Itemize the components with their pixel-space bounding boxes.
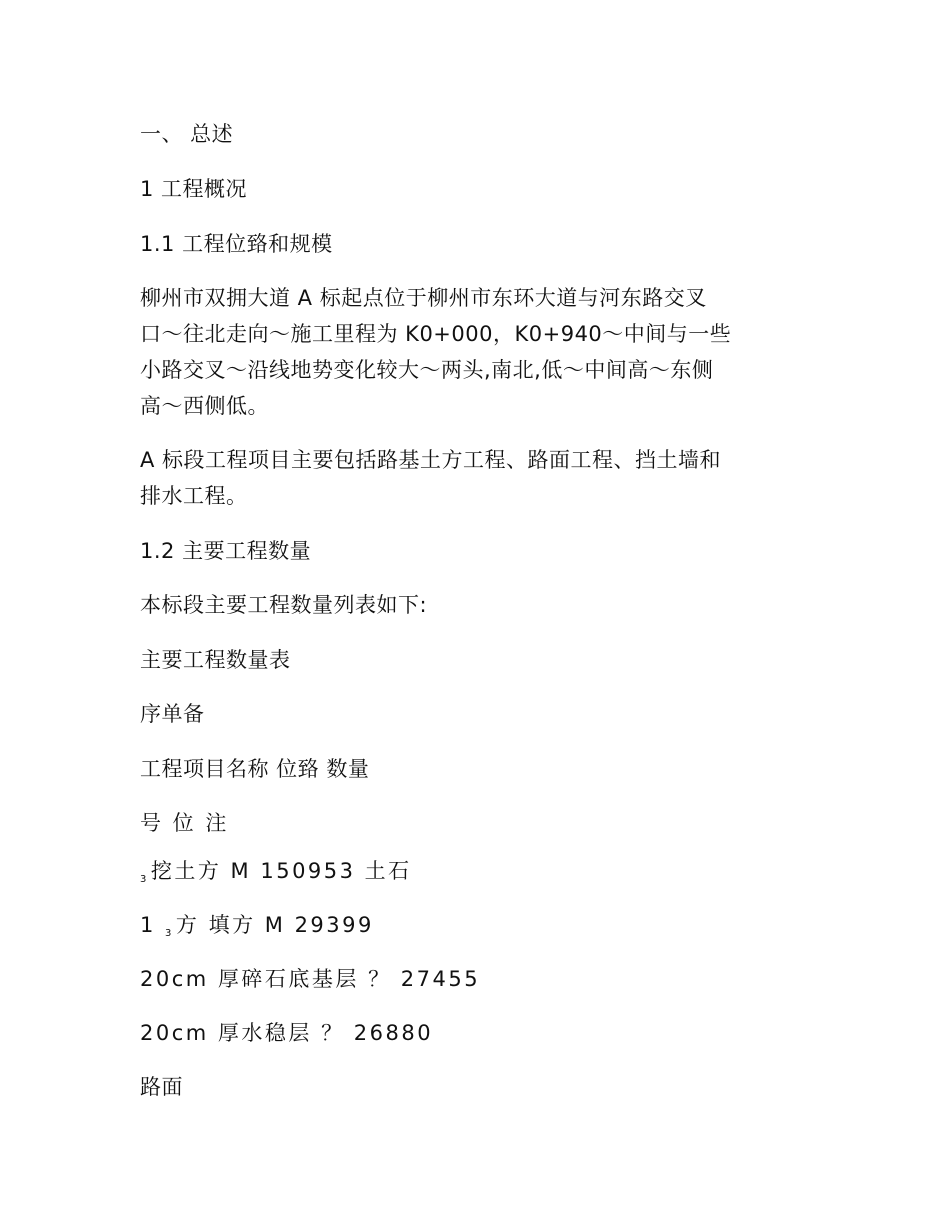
table-row-1 — [140, 853, 412, 898]
main-heading: 一、 总述 — [140, 122, 234, 146]
location-line-2: 口～往北走向～施工里程为 K0+000，K0+940～中间与一些 — [140, 322, 732, 346]
table-header-row-2: 工程项目名称 位臵 数量 — [140, 757, 370, 781]
location-paragraph — [140, 280, 805, 424]
row-2-text: 方 填方 M 29399 — [175, 913, 374, 937]
scope-paragraph — [140, 442, 805, 514]
table-row-4: 20cm 厚水稳层 ？ 26880 — [140, 1021, 434, 1045]
table-title: 主要工程数量表 — [140, 648, 291, 672]
section-heading-1-1: 1.1 工程位臵和规模 — [140, 232, 333, 256]
section-heading-1-2: 1.2 主要工程数量 — [140, 539, 312, 563]
row-1-superscript: 3 — [140, 874, 149, 885]
table-row-5: 路面 — [140, 1075, 183, 1099]
table-header-row-1: 序单备 — [140, 702, 205, 726]
row-2-prefix: 1 — [140, 913, 166, 937]
location-line-1: 柳州市双拥大道 A 标起点位于柳州市东环大道与河东路交叉 — [140, 286, 707, 310]
table-intro: 本标段主要工程数量列表如下: — [140, 593, 428, 617]
row-2-superscript: 3 — [165, 928, 174, 939]
table-row-3: 20cm 厚碎石底基层 ？ 27455 — [140, 967, 481, 991]
section-heading-1: 1 工程概况 — [140, 177, 248, 201]
location-line-4: 高～西侧低。 — [140, 394, 269, 418]
table-header-row-3: 号 位 注 — [140, 811, 229, 835]
row-1-text: 挖土方 M 150953 土石 — [150, 859, 412, 883]
location-line-3: 小路交叉～沿线地势变化较大～两头,南北,低～中间高～东侧 — [140, 358, 714, 382]
scope-line-2: 排水工程。 — [140, 484, 248, 508]
scope-line-1: A 标段工程项目主要包括路基土方工程、路面工程、挡土墙和 — [140, 448, 722, 472]
table-row-2 — [140, 907, 374, 952]
